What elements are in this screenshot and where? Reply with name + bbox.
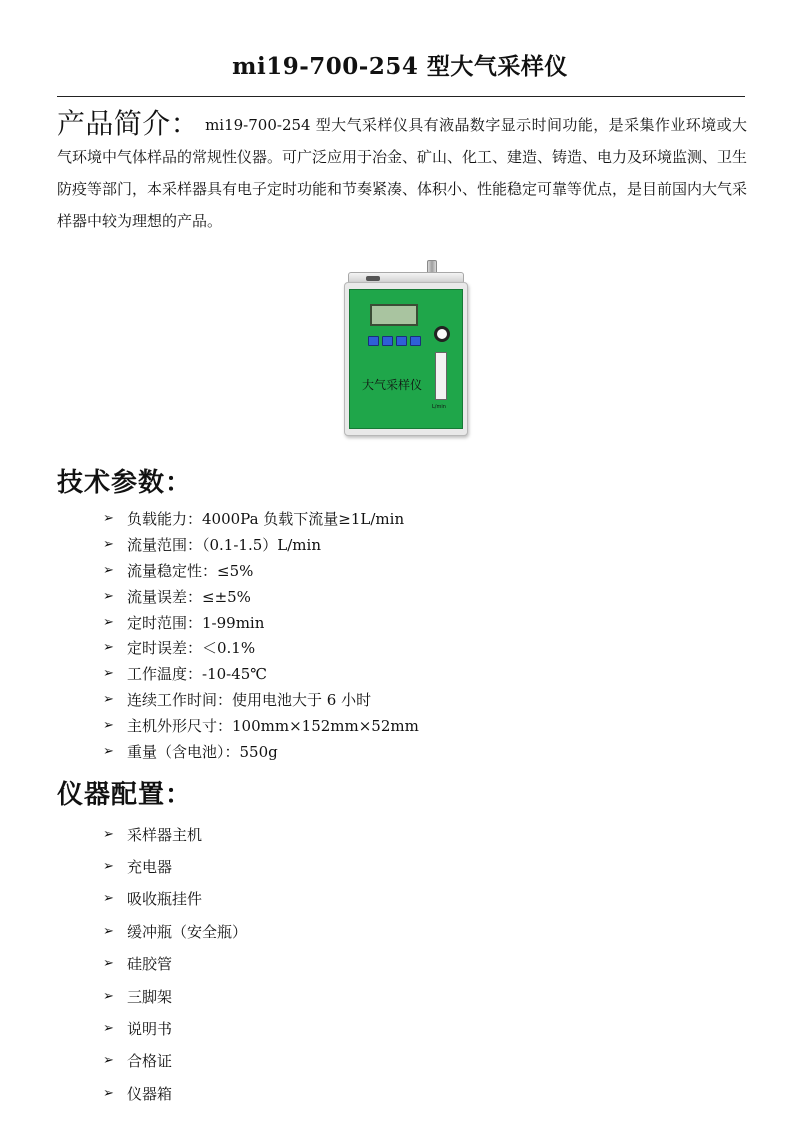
list-item-text: 仪器箱 <box>127 1084 173 1103</box>
bullet-arrow-icon: ➢ <box>103 537 114 553</box>
power-switch-icon <box>366 276 380 281</box>
list-item <box>103 883 247 915</box>
list-item <box>103 687 419 713</box>
list-item <box>103 980 247 1012</box>
list-item <box>103 1045 247 1077</box>
list-item <box>103 1012 247 1044</box>
bullet-arrow-icon: ➢ <box>103 988 114 1004</box>
panel-button-4 <box>410 336 421 346</box>
list-item-text: 合格证 <box>127 1052 173 1071</box>
bullet-arrow-icon: ➢ <box>103 511 114 527</box>
list-item-text: 流量误差：≤±5% <box>127 587 251 606</box>
bullet-arrow-icon: ➢ <box>103 588 114 604</box>
device-body <box>344 282 468 436</box>
flow-dial-icon <box>434 326 450 342</box>
list-item-text: 三脚架 <box>127 987 173 1006</box>
list-item <box>103 1077 247 1109</box>
device-photo <box>344 258 470 438</box>
list-item <box>103 609 419 635</box>
bullet-arrow-icon: ➢ <box>103 826 114 842</box>
bullet-arrow-icon: ➢ <box>103 717 114 733</box>
bullet-arrow-icon: ➢ <box>103 859 114 875</box>
bullet-arrow-icon: ➢ <box>103 691 114 707</box>
list-item-text: 说明书 <box>127 1020 173 1039</box>
bullet-arrow-icon: ➢ <box>103 1021 114 1037</box>
config-list <box>103 818 247 1110</box>
list-item-text: 定时范围：1-99min <box>127 613 265 632</box>
list-item-text: 采样器主机 <box>127 825 203 844</box>
panel-button-2 <box>382 336 393 346</box>
list-item-text: 定时误差：＜0.1% <box>127 639 256 658</box>
bullet-arrow-icon: ➢ <box>103 666 114 682</box>
list-item <box>103 712 419 738</box>
list-item-text: 负载能力：4000Pa 负载下流量≥1L/min <box>127 510 405 529</box>
intro-text: mi19-700-254 型大气采样仪具有液晶数字显示时间功能，是采集作业环境或大气环境中气体样品的常规性仪器。可广泛应用于冶金、矿山、化工、建造、铸造、电力及环境监测、卫生防疫等部门，本采样器具有电子定时功能和节奏紧凑、体积小、性能稳定可靠等优点，是目前国内大气采样器中较为理想的产品。 <box>57 116 748 230</box>
list-item <box>103 850 247 882</box>
list-item <box>103 583 419 609</box>
intro-heading: 产品简介： <box>57 107 200 140</box>
bullet-arrow-icon: ➢ <box>103 1053 114 1069</box>
list-item-text: 连续工作时间：使用电池大于 6 小时 <box>127 690 372 709</box>
bullet-arrow-icon: ➢ <box>103 956 114 972</box>
panel-button-1 <box>368 336 379 346</box>
list-item <box>103 558 419 584</box>
title-divider <box>57 96 745 97</box>
list-item <box>103 661 419 687</box>
document-title: mi19-700-254 型大气采样仪 <box>232 53 568 80</box>
lcd-display <box>370 304 418 326</box>
list-item <box>103 506 419 532</box>
intro-paragraph <box>57 108 747 237</box>
list-item-text: 工作温度：-10-45℃ <box>127 665 268 684</box>
specs-heading: 技术参数： <box>57 468 193 498</box>
flow-unit-label: L/min <box>432 404 446 410</box>
list-item <box>103 532 419 558</box>
list-item-text: 流量范围：（0.1-1.5）L/min <box>127 536 321 555</box>
list-item <box>103 818 247 850</box>
bullet-arrow-icon: ➢ <box>103 923 114 939</box>
bullet-arrow-icon: ➢ <box>103 1085 114 1101</box>
list-item-text: 重量（含电池）：550g <box>127 742 278 761</box>
bullet-arrow-icon: ➢ <box>103 562 114 578</box>
device-front-panel <box>349 289 463 429</box>
bullet-arrow-icon: ➢ <box>103 743 114 759</box>
list-item <box>103 948 247 980</box>
list-item-text: 主机外形尺寸：100mm×152mm×52mm <box>127 716 419 735</box>
list-item <box>103 915 247 947</box>
specs-list <box>103 506 419 764</box>
list-item-text: 充电器 <box>127 858 173 877</box>
list-item-text: 流量稳定性：≤5% <box>127 561 254 580</box>
list-item <box>103 635 419 661</box>
panel-button-3 <box>396 336 407 346</box>
device-label: 大气采样仪 <box>362 378 423 392</box>
bullet-arrow-icon: ➢ <box>103 614 114 630</box>
list-item <box>103 738 419 764</box>
bullet-arrow-icon: ➢ <box>103 891 114 907</box>
bullet-arrow-icon: ➢ <box>103 640 114 656</box>
list-item-text: 吸收瓶挂件 <box>127 890 203 909</box>
list-item-text: 硅胶管 <box>127 955 173 974</box>
config-heading: 仪器配置： <box>57 780 193 810</box>
list-item-text: 缓冲瓶（安全瓶） <box>127 922 248 941</box>
